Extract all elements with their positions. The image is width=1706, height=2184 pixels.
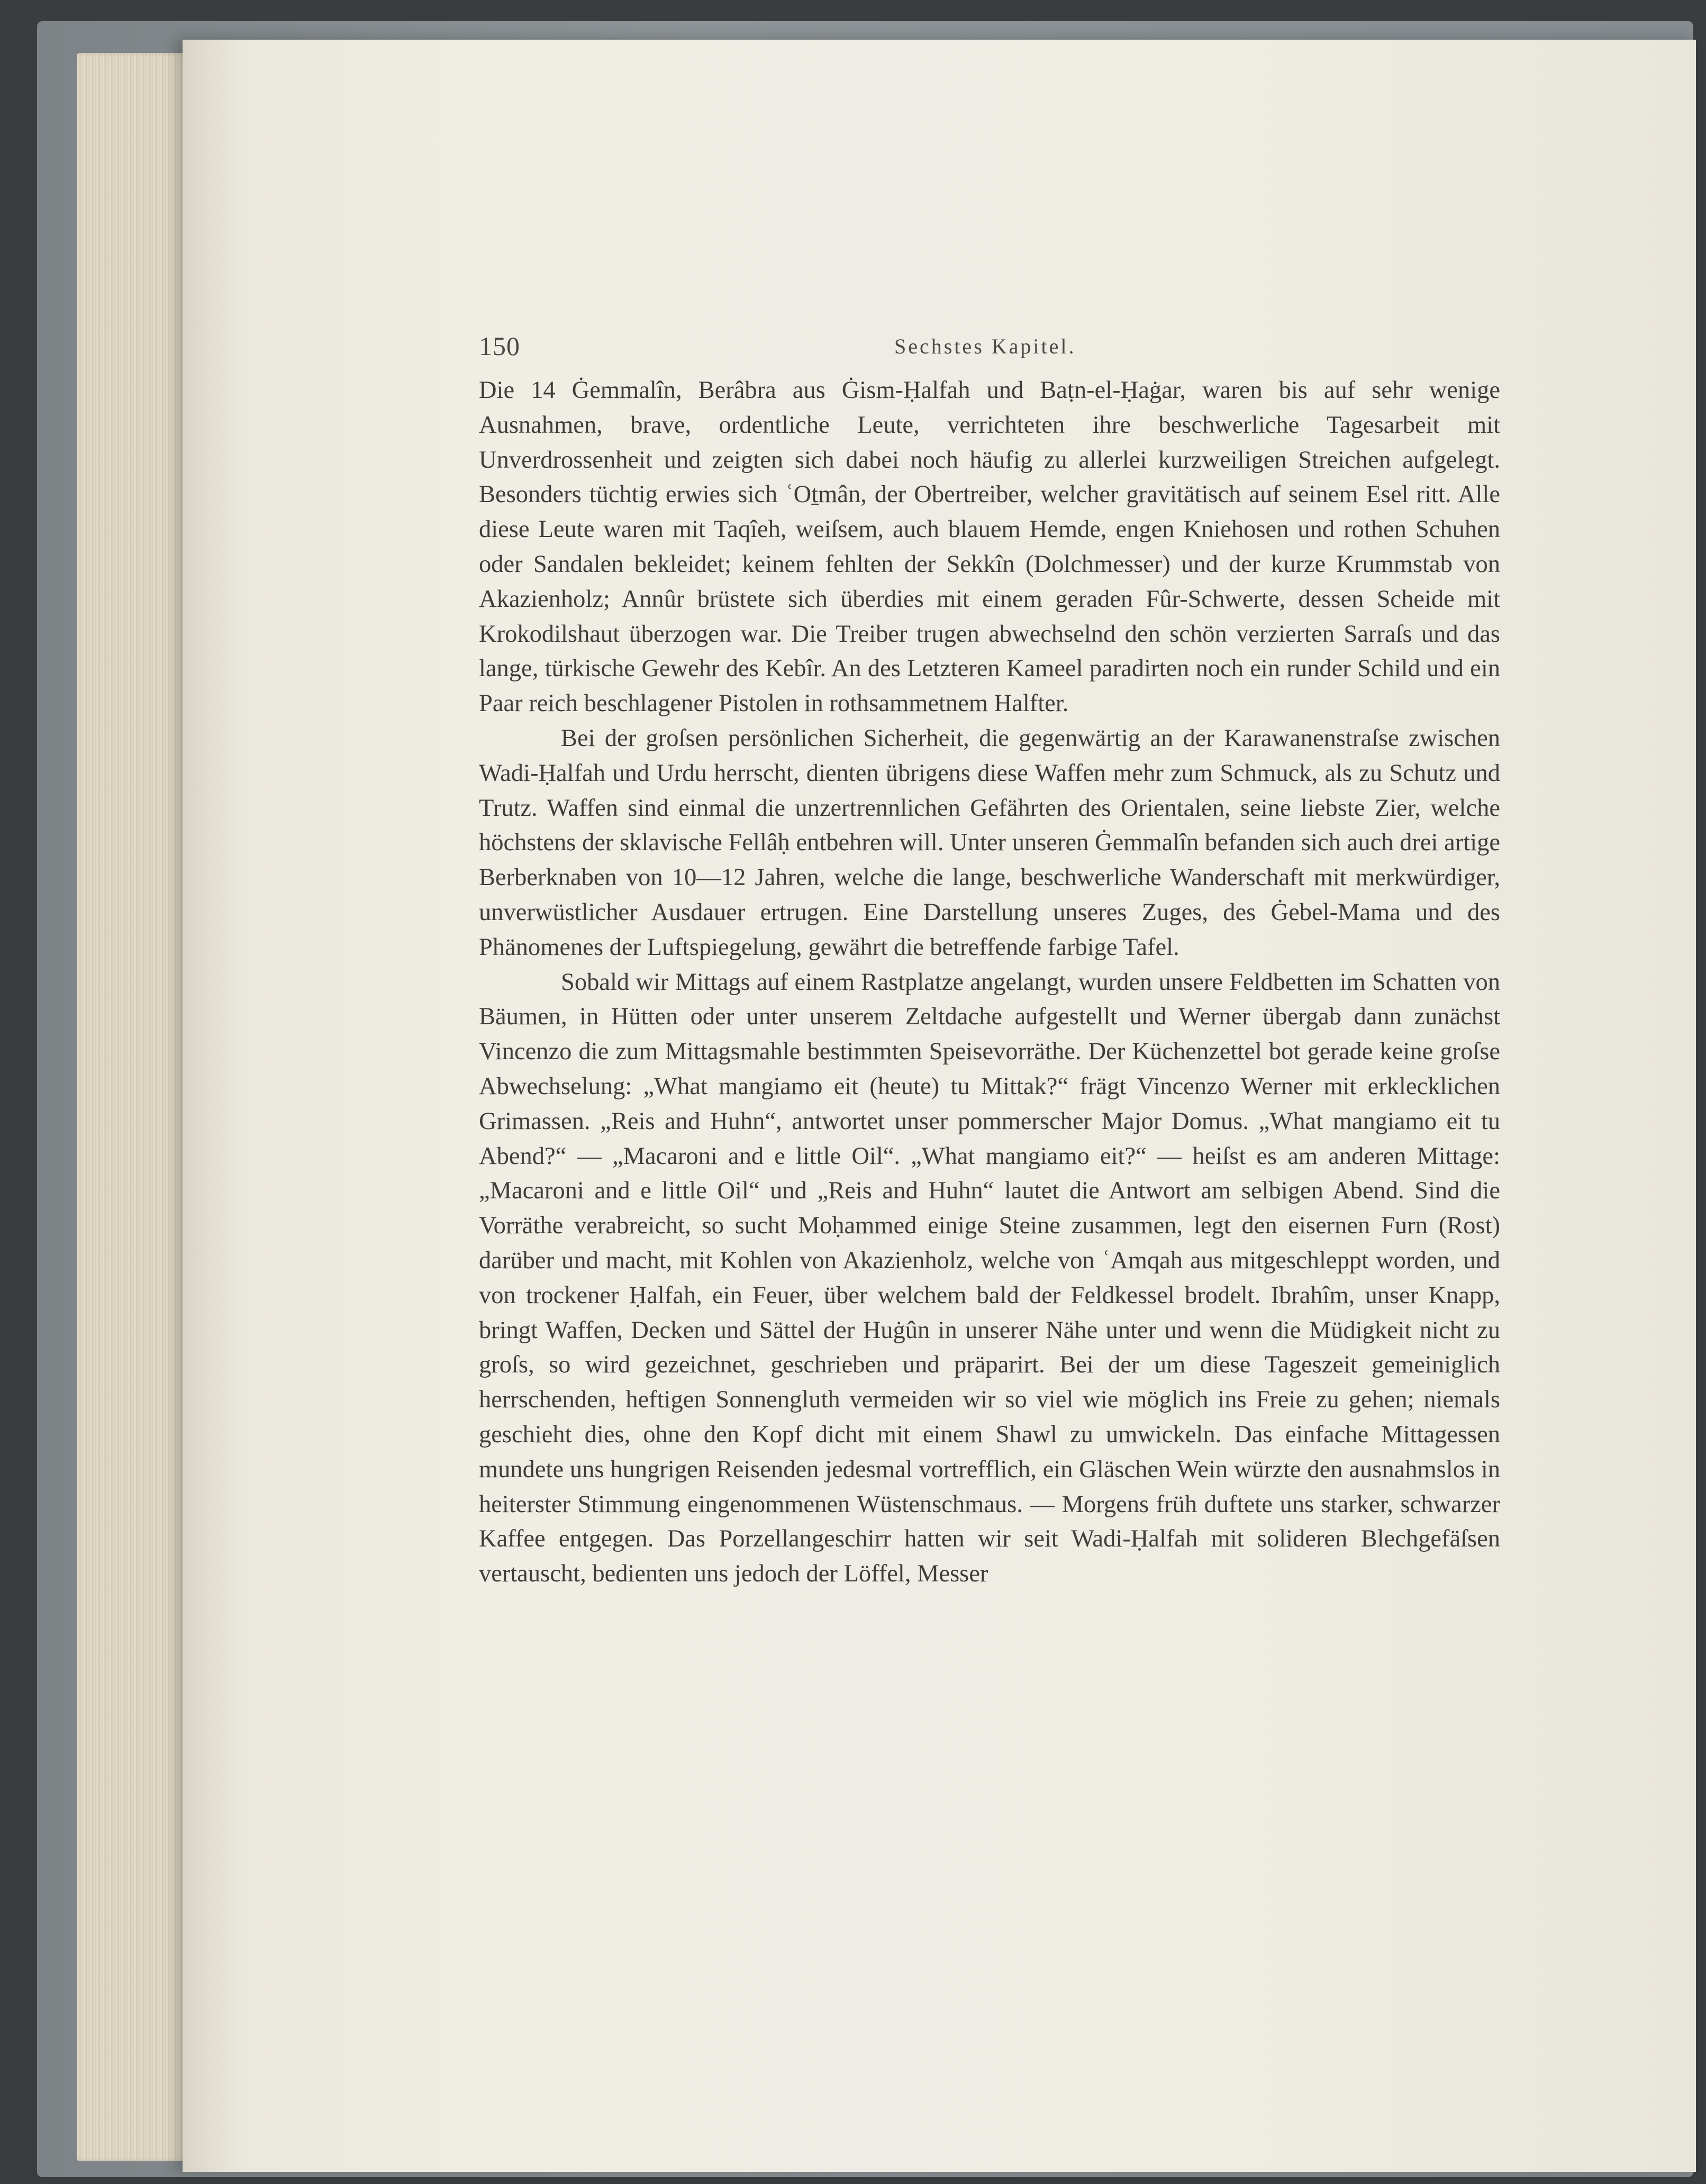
paragraph-3: Sobald wir Mittags auf einem Rastplatze angelangt, wurden unsere Feldbetten im Schatten von Bäumen, in Hütten oder unter unserem Zeltdache aufgestellt und Werner übergab dann zunächst Vincenzo die zum Mittagsmahle bestimmten Speisevorräthe. Der Küchenzettel bot gerade keine groſse Abwechselung: „What mangiamo eit (heute) tu Mittak?“ frägt Vincenzo Werner mit erklecklichen Grimassen. „Reis and Huhn“, antwortet unser pommerscher Major Domus. „What mangiamo eit tu Abend?“ — „Macaroni and e little Oil“. „What mangiamo eit?“ — heiſst es am anderen Mittage: „Macaroni and e little Oil“ und „Reis and Huhn“ lautet die Antwort am selbigen Abend. Sind die Vorräthe verabreicht, so sucht Moḥammed einige Steine zusammen, legt den eisernen Furn (Rost) darüber und macht, mit Kohlen von Akazienholz, welche von ʿAmqah aus mitgeschleppt worden, und von trockener Ḥalfah, ein Feuer, über welchem bald der Feldkessel brodelt. Ibrahîm, unser Knapp, bringt Waffen, Decken und Sättel der Huġûn in unserer Nähe unter und wenn die Müdigkeit nicht zu groſs, so wird gezeichnet, geschrieben und präparirt. Bei der um diese Tageszeit gemeiniglich herrschenden, heftigen Sonnengluth vermeiden wir so viel wie möglich ins Freie zu gehen; niemals geschieht dies, ohne den Kopf dicht mit einem Shawl zu umwickeln. Das einfache Mittagessen mundete uns hungrigen Reisenden jedesmal vortrefflich, ein Gläschen Wein würzte den ausnahmslos in heiterster Stimmung eingenommenen Wüstenschmaus. — Morgens früh duftete uns starker, schwarzer Kaffee entgegen. Das Porzellangeschirr hatten wir seit Wadi-Ḥalfah mit solideren Blechgefäſsen vertauscht, bedienten uns jedoch der Löffel, Messer (479, 968, 1500, 1588)
page-number: 150 (479, 331, 520, 361)
body-text (479, 373, 1500, 1591)
paragraph-1: Die 14 Ġemmalîn, Berâbra aus Ġism-Ḥalfah und Baṭn-el-Ḥaġar, waren bis auf sehr wenige Ausnahmen, brave, ordentliche Leute, verrichteten ihre beschwerliche Tagesarbeit mit Unverdrossenheit und zeigten sich dabei noch häufig zu allerlei kurzweiligen Streichen aufgelegt. Besonders tüchtig erwies sich ʿOṯmân, der Obertreiber, welcher gravitätisch auf seinem Esel ritt. Alle diese Leute waren mit Taqîeh, weiſsem, auch blauem Hemde, engen Kniehosen und rothen Schuhen oder Sandalen bekleidet; keinem fehlten der Sekkîn (Dolchmesser) und der kurze Krummstab von Akazienholz; Annûr brüstete sich überdies mit einem geraden Fûr-Schwerte, dessen Scheide mit Krokodilshaut überzogen war. Die Treiber trugen abwechselnd den schön verzierten Sarraſs und das lange, türkische Gewehr des Kebîr. An des Letzteren Kameel paradirten noch ein runder Schild und ein Paar reich beschlagener Pistolen in rothsammetnem Halfter. (479, 377, 1500, 717)
running-head: Sechstes Kapitel. (894, 334, 1076, 358)
page-header (479, 331, 1500, 368)
page-edges (77, 53, 196, 2161)
paragraph-2: Bei der groſsen persönlichen Sicherheit, die gegenwärtig an der Karawanenstraſse zwischen Wadi-Ḥalfah und Urdu herrscht, dienten übrigens diese Waffen mehr zum Schmuck, als zu Schutz und Trutz. Waffen sind einmal die unzertrennlichen Gefährten des Orientalen, seine liebste Zier, welche höchstens der sklavische Fellâḥ entbehren will. Unter unseren Ġemmalîn befanden sich auch drei artige Berberknaben von 10—12 Jahren, welche die lange, beschwerliche Wanderschaft mit merkwürdiger, unverwüstlicher Ausdauer ertrugen. Eine Darstellung unseres Zuges, des Ġebel-Mama und des Phänomenes der Luftspiegelung, gewährt die betreffende farbige Tafel. (479, 724, 1500, 961)
